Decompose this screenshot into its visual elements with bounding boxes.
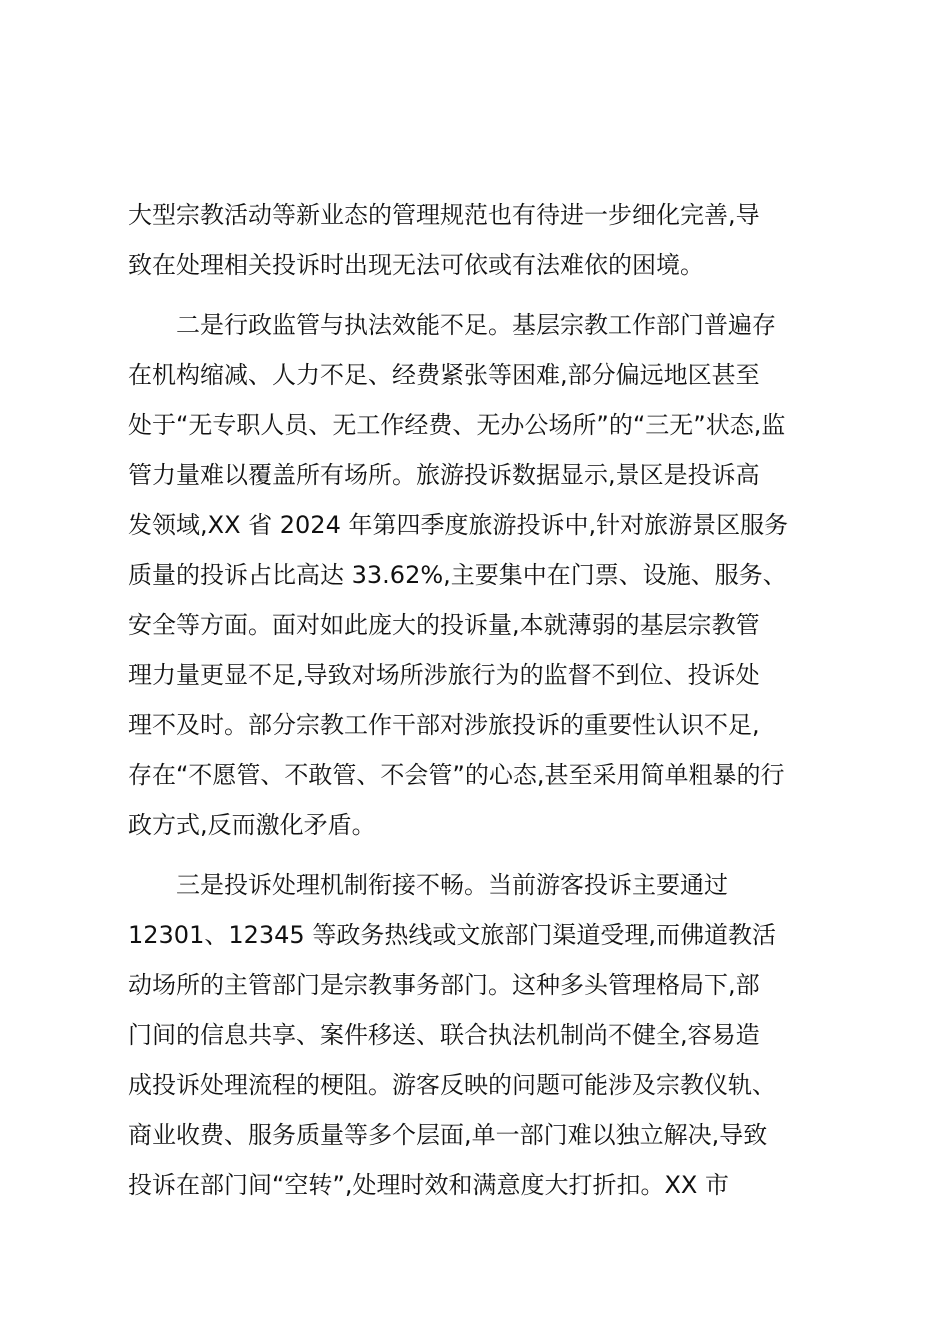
text-line: 成投诉处理流程的梗阻。游客反映的问题可能涉及宗教仪轨、 — [128, 1071, 776, 1099]
text-line: 处于“无专职人员、无工作经费、无办公场所”的“三无”状态,监 — [128, 411, 786, 439]
text-line: 致在处理相关投诉时出现无法可依或有法难依的困境。 — [128, 251, 704, 279]
text-line: 12301、12345 等政务热线或文旅部门渠道受理,而佛道教活 — [128, 921, 776, 949]
text-line: 安全等方面。面对如此庞大的投诉量,本就薄弱的基层宗教管 — [128, 611, 760, 639]
text-line: 理力量更显不足,导致对场所涉旅行为的监督不到位、投诉处 — [128, 661, 760, 689]
paragraph-complaint-mechanism — [128, 860, 828, 1210]
text-line: 门间的信息共享、案件移送、联合执法机制尚不健全,容易造 — [128, 1021, 760, 1049]
text-line: 质量的投诉占比高达 33.62%,主要集中在门票、设施、服务、 — [128, 561, 787, 589]
text-line: 三是投诉处理机制衔接不畅。当前游客投诉主要通过 — [176, 871, 728, 899]
paragraph-supervision — [128, 300, 828, 850]
text-line: 政方式,反而激化矛盾。 — [128, 811, 376, 839]
text-line: 商业收费、服务质量等多个层面,单一部门难以独立解决,导致 — [128, 1121, 768, 1149]
text-line: 投诉在部门间“空转”,处理时效和满意度大打折扣。XX 市 — [128, 1171, 730, 1199]
text-line: 理不及时。部分宗教工作干部对涉旅投诉的重要性认识不足, — [128, 711, 760, 739]
text-line: 动场所的主管部门是宗教事务部门。这种多头管理格局下,部 — [128, 971, 760, 999]
text-line: 发领域,XX 省 2024 年第四季度旅游投诉中,针对旅游景区服务 — [128, 511, 789, 539]
text-line: 在机构缩减、人力不足、经费紧张等困难,部分偏远地区甚至 — [128, 361, 760, 389]
paragraph-regulation-gap — [128, 190, 828, 290]
text-line: 管力量难以覆盖所有场所。旅游投诉数据显示,景区是投诉高 — [128, 461, 760, 489]
text-line: 存在“不愿管、不敢管、不会管”的心态,甚至采用简单粗暴的行 — [128, 761, 785, 789]
text-line: 二是行政监管与执法效能不足。基层宗教工作部门普遍存 — [176, 311, 776, 339]
text-line: 大型宗教活动等新业态的管理规范也有待进一步细化完善,导 — [128, 201, 760, 229]
document-page — [128, 190, 828, 1210]
